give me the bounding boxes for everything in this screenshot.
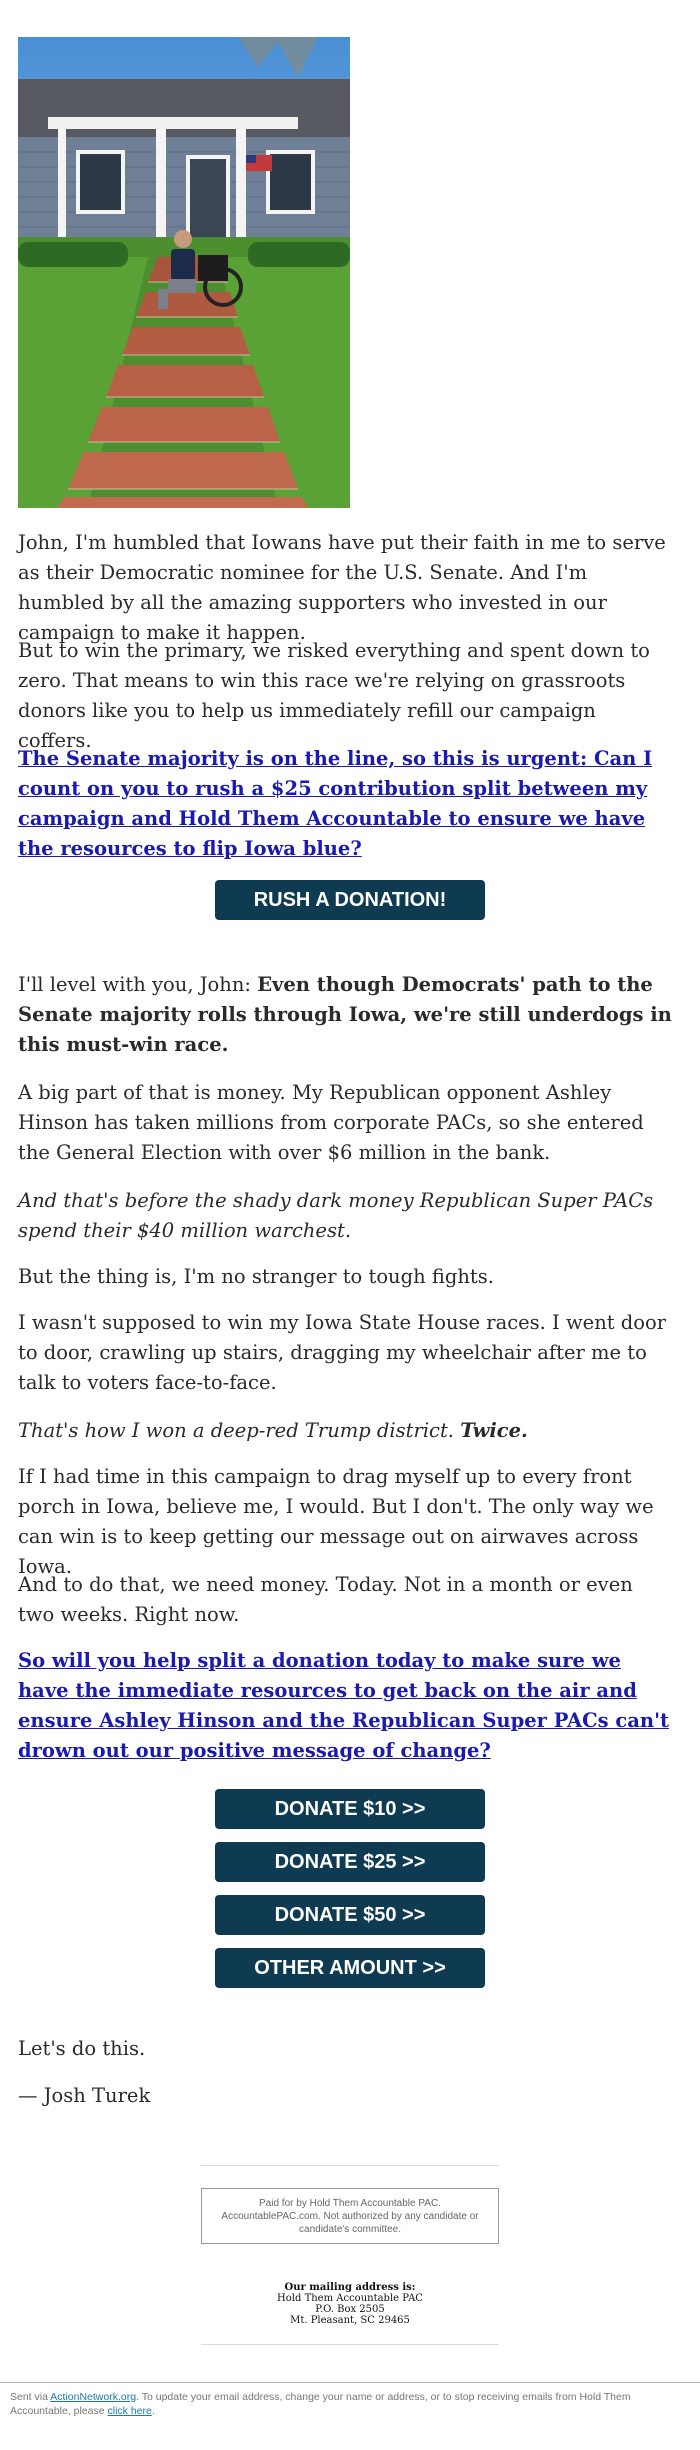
address-label: Our mailing address is: [284,2282,416,2293]
address-name: Hold Them Accountable PAC [277,2293,423,2304]
money-paragraph: A big part of that is money. My Republican opponent Ashley Hinson has taken millions from corporate PACs, so she entered the General Election with over $6 million in the bank. [18,1081,644,1164]
paid-for-line-1: Paid for by Hold Them Accountable PAC. [259,2197,441,2209]
footer-end: . [151,2405,155,2417]
address-city: Mt. Pleasant, SC 29465 [290,2315,410,2326]
unsubscribe-link[interactable]: click here [107,2405,152,2417]
today-paragraph: And to do that, we need money. Today. Not in a month or even two weeks. Right now. [18,1573,633,1626]
split-link-paragraph [18,1646,673,1766]
action-network-link[interactable]: ActionNetwork.org [50,2391,137,2403]
level-paragraph [18,970,673,1060]
tough-paragraph: But the thing is, I'm no stranger to tough fights. [18,1265,494,1288]
intro-paragraph-2: But to win the primary, we risked everything and spent down to zero. That means to win this race we're relying on grassroots donors like you to help us immediately refill our campaign coffers. [18,639,650,752]
address-po: P.O. Box 2505 [315,2304,385,2315]
divider-top [201,2165,499,2166]
mailing-address [200,2282,500,2326]
intro-paragraph-1: John, I'm humbled that Iowans have put their faith in me to serve as their Democratic nominee for the U.S. Senate. And I'm humbled by all the amazing supporters who invested in our campaign to make it happen. [18,531,666,644]
trump-italic: That's how I won a deep-red Trump district. [18,1419,461,1442]
level-bold: Even though Democrats' path to the Senate majority rolls through Iowa, we're still underdogs in this must-win race. [18,973,672,1056]
porch-paragraph: If I had time in this campaign to drag myself up to every front porch in Iowa, believe me, I would. But I don't. The only way we can win is to keep getting our message out on airwaves across Iowa. [18,1465,654,1578]
donate-25-button[interactable]: DONATE $25 >> [215,1842,485,1882]
dark-money-paragraph [18,1186,673,1246]
contribute-25-link[interactable]: The Senate majority is on the line, so this is urgent: Can I count on you to rush a $25 contribution split between my campaign and Hold Them Accountable to ensure we have the resources to flip Iowa blue? [18,747,653,860]
trump-paragraph [18,1416,673,1446]
donate-50-button[interactable]: DONATE $50 >> [215,1895,485,1935]
divider-bottom [201,2344,499,2345]
statehouse-paragraph: I wasn't supposed to win my Iowa State House races. I went door to door, crawling up stairs, dragging my wheelchair after me to talk to voters face-to-face. [18,1311,667,1394]
paid-for-line-2: AccountablePAC.com. Not authorized by any candidate or [221,2210,479,2222]
dark-money-italic: And that's before the shady dark money Republican Super PACs spend their $40 million warchest. [18,1189,654,1242]
split-donation-link[interactable]: So will you help split a donation today to make sure we have the immediate resources to get back on the air and ensure Ashley Hinson and the Republican Super PACs can't drown out our positive message of change? [18,1649,670,1762]
ask-link-paragraph [18,744,673,864]
footer-text: . To update your email address, change your name or address, or to stop receiving emails from Hold Them Accountable, please [10,2391,631,2417]
rush-donation-button[interactable]: RUSH A DONATION! [215,880,485,920]
hero-photo [18,37,350,508]
other-amount-button[interactable]: OTHER AMOUNT >> [215,1948,485,1988]
paid-for-disclaimer [201,2188,499,2244]
closing-line: Let's do this. [18,2037,146,2060]
footer [10,2390,670,2418]
footer-sent-via: Sent via [10,2391,51,2403]
trump-bold: Twice. [460,1419,528,1442]
footer-divider [0,2382,700,2383]
signature: — Josh Turek [18,2084,151,2107]
donate-10-button[interactable]: DONATE $10 >> [215,1789,485,1829]
level-prefix: I'll level with you, John: [18,973,258,996]
paid-for-line-3: candidate's committee. [299,2223,401,2235]
